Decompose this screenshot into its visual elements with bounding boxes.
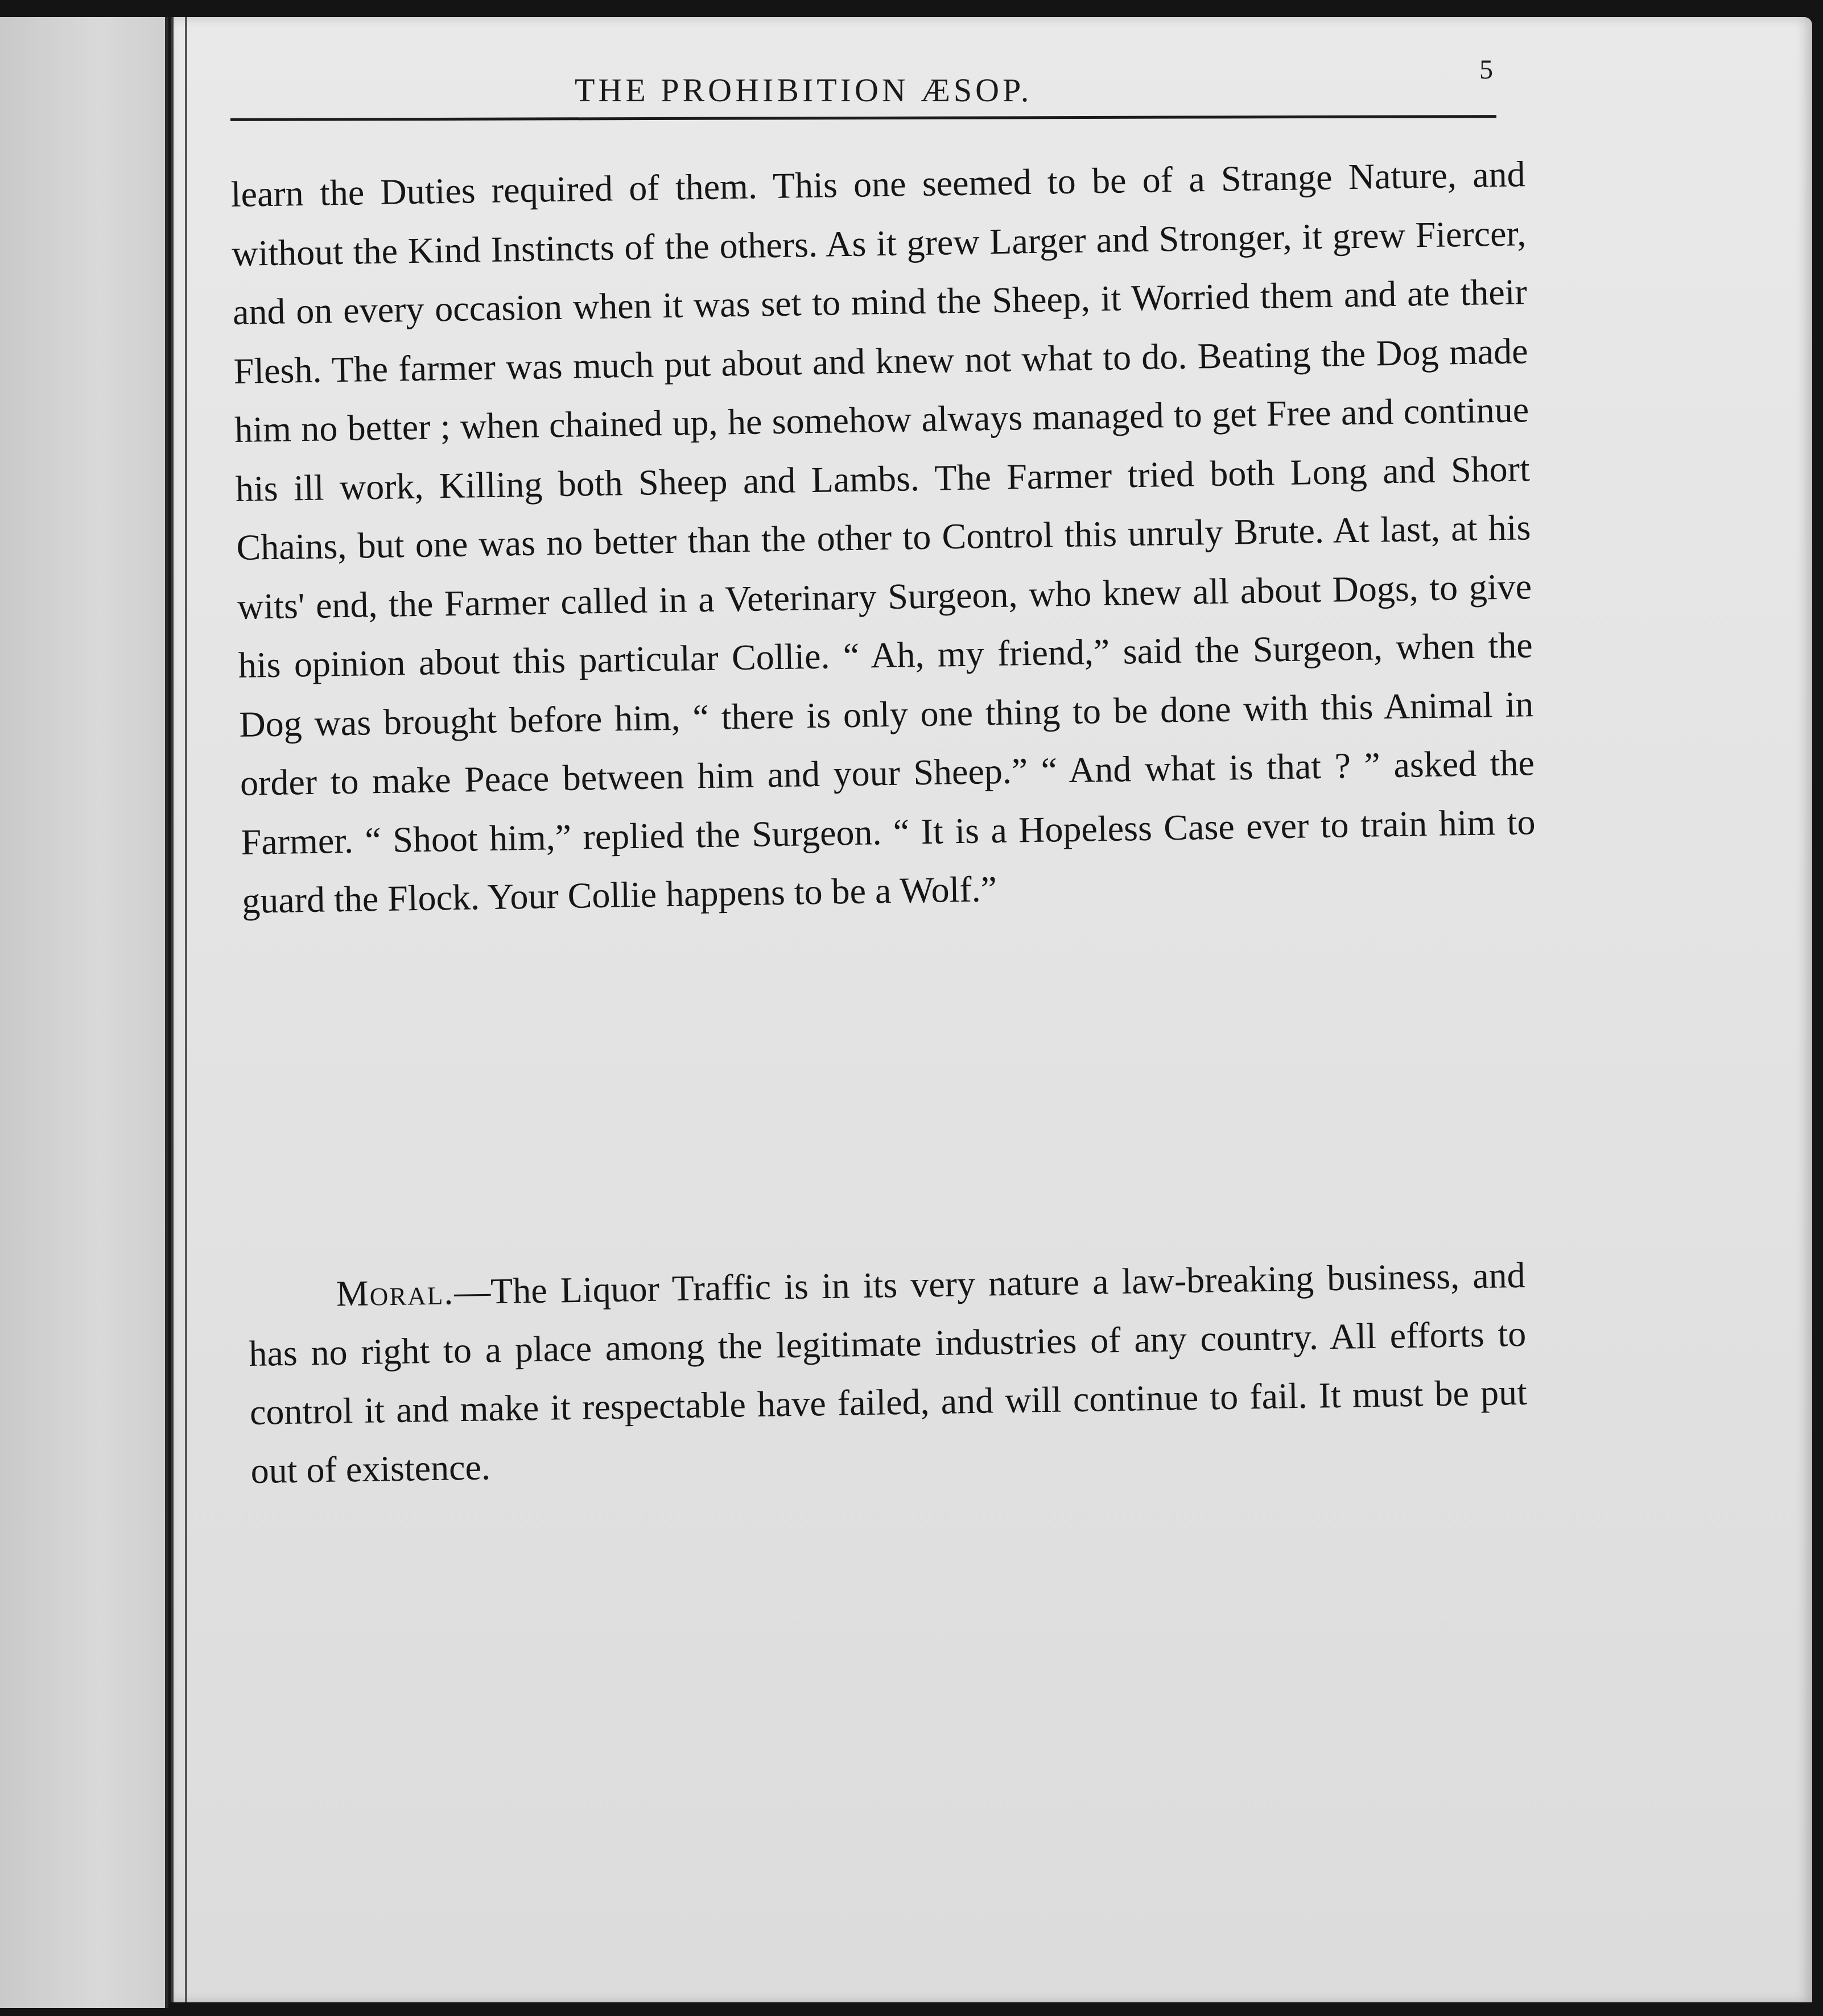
fable-paragraph: learn the Duties required of them. This one seemed to be of a Strange Nature, and without the Kind Instincts of the others. As it grew Larger and Stronger, it grew Fiercer, and on every occasion when it was set to mind the Sheep, it Worried them and ate their Flesh. The farmer was much put about and knew not what to do. Beating the Dog made him no better ; when chained up, he somehow always managed to get Free and continue his ill work, Killing both Sheep and Lambs. The Farmer tried both Long and Short Chains, but one was no better than the other to Control this unruly Brute. At last, at his wits' end, the Farmer called in a Veterinary Surgeon, who knew all about Dogs, to give his opinion about this particular Collie. “ Ah, my friend,” said the Surgeon, when the Dog was brought before him, “ there is only one thing to be done with this Animal in order to make Peace between him and your Sheep.” “ And what is that ? ” asked the Farmer. “ Shoot him,” replied the Surgeon. “ It is a Hopeless Case ever to train him to guard the Flock. Your Collie happens to be a Wolf.” — [230, 154, 1536, 921]
fable-body — [230, 144, 1537, 930]
page-number: 5 — [1479, 55, 1493, 85]
moral-text: —The Liquor Traffic is in its very nature a law-breaking business, and has no right to a place among the legitimate industries of any country. All efforts to control it and make it respectable have failed, and will continue to fail. It must be put out of existence. — [248, 1254, 1528, 1491]
show-through-text — [431, 1571, 1686, 1820]
moral-paragraph — [248, 1246, 1528, 1500]
moral-label: Moral. — [336, 1271, 455, 1314]
previous-page-edge — [0, 17, 168, 2008]
running-head: THE PROHIBITION ÆSOP. — [575, 72, 1033, 109]
